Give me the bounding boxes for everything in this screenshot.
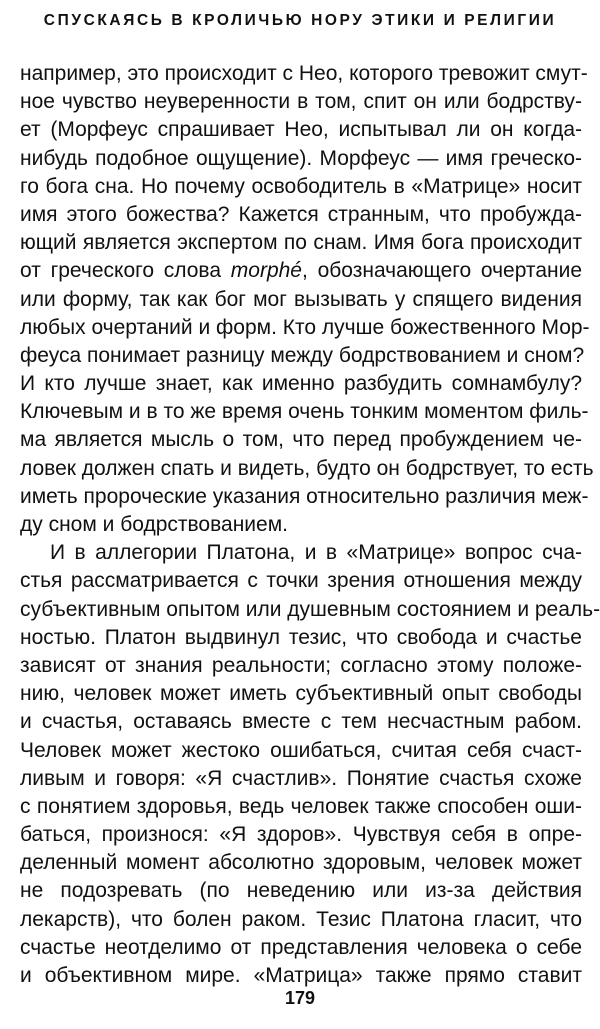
- text-line: деленный момент абсолютно здоровым, человек может: [20, 851, 582, 875]
- italic-term: morphé: [230, 259, 302, 283]
- text-line: го бога сна. Но почему освободитель в «Матрице» носит: [20, 174, 582, 198]
- text-line: например, это происходит с Нео, которого тревожит смут-: [20, 62, 588, 85]
- text-line: феуса понимает разницу между бодрствованием и сном?: [20, 343, 585, 367]
- text-segment: от греческого слова: [20, 259, 231, 283]
- text-line: баться, произнося: «Я здоров». Чувствуя себя в опре-: [20, 823, 582, 847]
- text-line: имя этого божества? Кажется странным, что пробужда-: [20, 202, 582, 226]
- text-line: иметь пророческие указания относительно различия меж-: [20, 484, 589, 508]
- text-line: субъективным опытом или душевным состоянием и реаль-: [20, 597, 600, 621]
- text-line: счастье неотделимо от представления человека о себе: [20, 935, 582, 959]
- text-line: нибудь подобное ощущение). Морфеус — имя греческо-: [20, 146, 582, 170]
- text-line: ет (Морфеус спрашивает Нео, испытывал ли он когда-: [20, 118, 582, 142]
- text-line: зависят от знания реальности; согласно этому положе-: [20, 653, 582, 677]
- text-line: [20, 257, 582, 285]
- text-line: и счастья, оставаясь вместе с тем несчастным рабом.: [20, 710, 582, 734]
- text-segment: , обозначающего очертание: [301, 259, 582, 283]
- text-line: ющий является экспертом по снам. Имя бога происходит: [20, 231, 582, 255]
- text-line: ливым и говоря: «Я счастлив». Понятие счастья схоже: [20, 766, 582, 790]
- paragraph: [20, 539, 600, 990]
- body-text: [20, 60, 600, 990]
- text-line: стья рассматривается с точки зрения отношения между: [20, 569, 582, 593]
- text-line: нию, человек может иметь субъективный опыт свободы: [20, 682, 582, 706]
- text-line: и объективном мире. «Матрица» также прямо ставит: [20, 964, 582, 987]
- text-line: любых очертаний и форм. Кто лучше божественного Мор-: [20, 315, 590, 339]
- running-head: СПУСКАЯСЬ В КРОЛИЧЬЮ НОРУ ЭТИКИ И РЕЛИГИИ: [43, 12, 557, 29]
- text-line: не подозревать (по неведению или из-за действия: [20, 879, 582, 903]
- text-line: ное чувство неуверенности в том, спит он или бодрству-: [20, 90, 582, 114]
- text-line: или форму, так как бог мог вызывать у спящего видения: [20, 287, 582, 311]
- text-line: ностью. Платон выдвинул тезис, что свобода и счастье: [20, 625, 582, 649]
- text-line: лекарств), что болен раком. Тезис Платона гласит, что: [20, 907, 582, 931]
- text-line: ду сном и бодрствованием.: [20, 513, 288, 536]
- page-number: 179: [284, 988, 316, 1008]
- text-line: И кто лучше знает, как именно разбудить сомнамбулу?: [20, 372, 582, 396]
- text-line: И в аллегории Платона, и в «Матрице» вопрос сча-: [50, 541, 582, 565]
- text-line: с понятием здоровья, ведь человек также способен оши-: [20, 794, 582, 818]
- text-line: ловек должен спать и видеть, будто он бодрствует, то есть: [20, 456, 594, 480]
- paragraph: [20, 60, 594, 539]
- text-line: Человек может жестоко ошибаться, считая себя счаст-: [20, 738, 582, 762]
- text-line: ма является мысль о том, что перед пробуждением че-: [20, 428, 582, 452]
- text-line: Ключевым и в то же время очень тонким моментом филь-: [20, 400, 589, 424]
